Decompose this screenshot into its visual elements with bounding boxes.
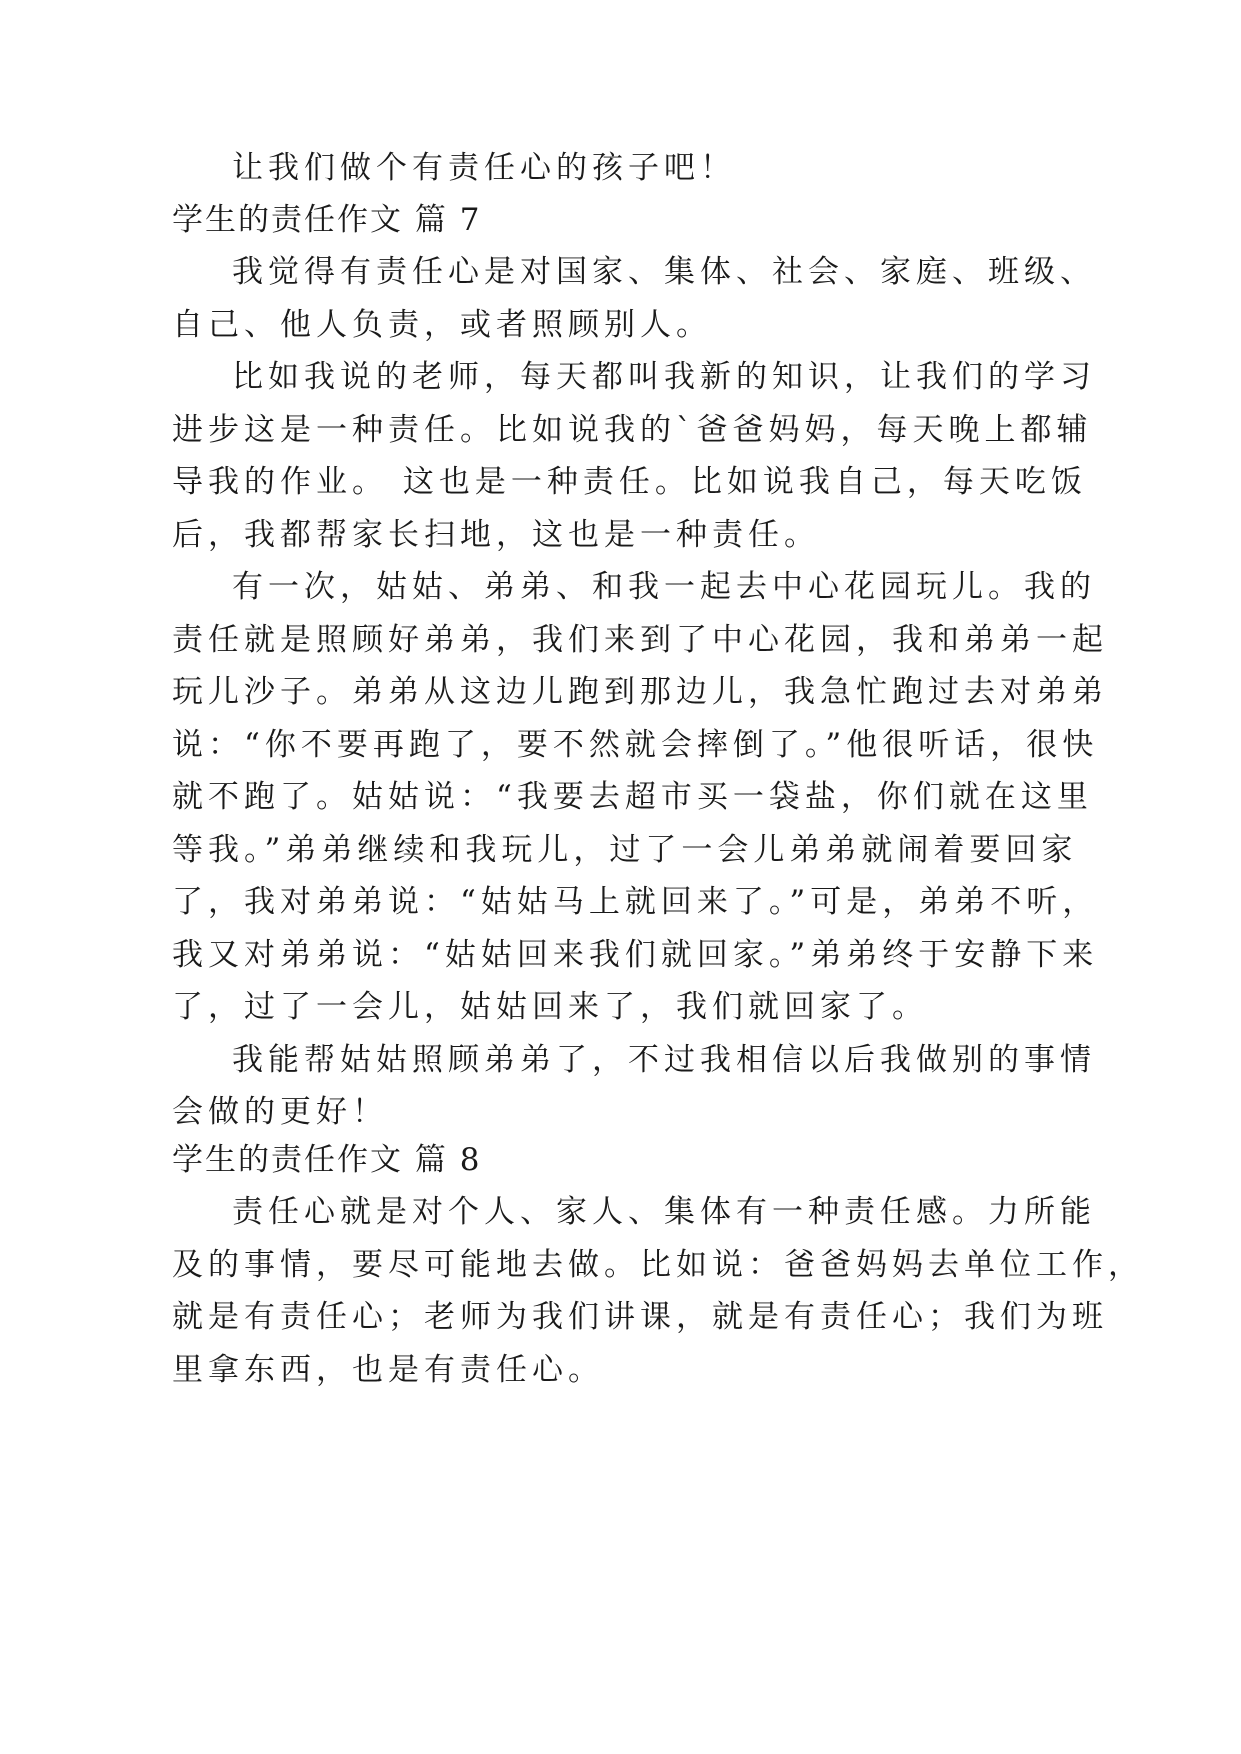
paragraph-line: 说：“你不要再跑了，要不然就会摔倒了。”他很听话，很快	[172, 727, 1099, 763]
paragraph-line: 就是有责任心；老师为我们讲课，就是有责任心；我们为班	[172, 1299, 1108, 1335]
paragraph-line: 等我。”弟弟继续和我玩儿，过了一会儿弟弟就闹着要回家	[172, 832, 1078, 868]
paragraph-line: 就不跑了。姑姑说：“我要去超市买一袋盐，你们就在这里	[172, 779, 1093, 815]
paragraph-line: 我觉得有责任心是对国家、集体、社会、家庭、班级、	[232, 254, 1096, 290]
paragraph-line: 责任心就是对个人、家人、集体有一种责任感。力所能	[232, 1194, 1096, 1230]
paragraph-line: 后，我都帮家长扫地，这也是一种责任。	[172, 517, 820, 553]
section-heading-7: 学生的责任作文 篇 7	[172, 202, 482, 238]
paragraph-line: 比如我说的老师，每天都叫我新的知识，让我们的学习	[232, 359, 1096, 395]
paragraph-line: 会做的更好！	[172, 1094, 388, 1130]
paragraph-line: 了，过了一会儿，姑姑回来了，我们就回家了。	[172, 989, 928, 1025]
paragraph-line: 有一次，姑姑、弟弟、和我一起去中心花园玩儿。我的	[232, 569, 1096, 605]
closing-sentence: 让我们做个有责任心的孩子吧！	[232, 150, 736, 186]
paragraph-line: 进步这是一种责任。比如说我的`爸爸妈妈，每天晚上都辅	[172, 412, 1093, 448]
section-heading-8: 学生的责任作文 篇 8	[172, 1142, 482, 1178]
paragraph-line: 里拿东西，也是有责任心。	[172, 1352, 604, 1388]
paragraph-line: 责任就是照顾好弟弟，我们来到了中心花园，我和弟弟一起	[172, 622, 1108, 658]
paragraph-line: 我能帮姑姑照顾弟弟了，不过我相信以后我做别的事情	[232, 1042, 1096, 1078]
paragraph-line: 玩儿沙子。弟弟从这边儿跑到那边儿，我急忙跑过去对弟弟	[172, 674, 1108, 710]
paragraph-line: 及的事情，要尽可能地去做。比如说：爸爸妈妈去单位工作，	[172, 1247, 1144, 1283]
paragraph-line: 了，我对弟弟说：“姑姑马上就回来了。”可是，弟弟不听，	[172, 884, 1099, 920]
paragraph-line: 导我的作业。 这也是一种责任。比如说我自己，每天吃饭	[172, 464, 1087, 500]
paragraph-line: 我又对弟弟说：“姑姑回来我们就回家。”弟弟终于安静下来	[172, 937, 1099, 973]
paragraph-line: 自己、他人负责，或者照顾别人。	[172, 307, 712, 343]
